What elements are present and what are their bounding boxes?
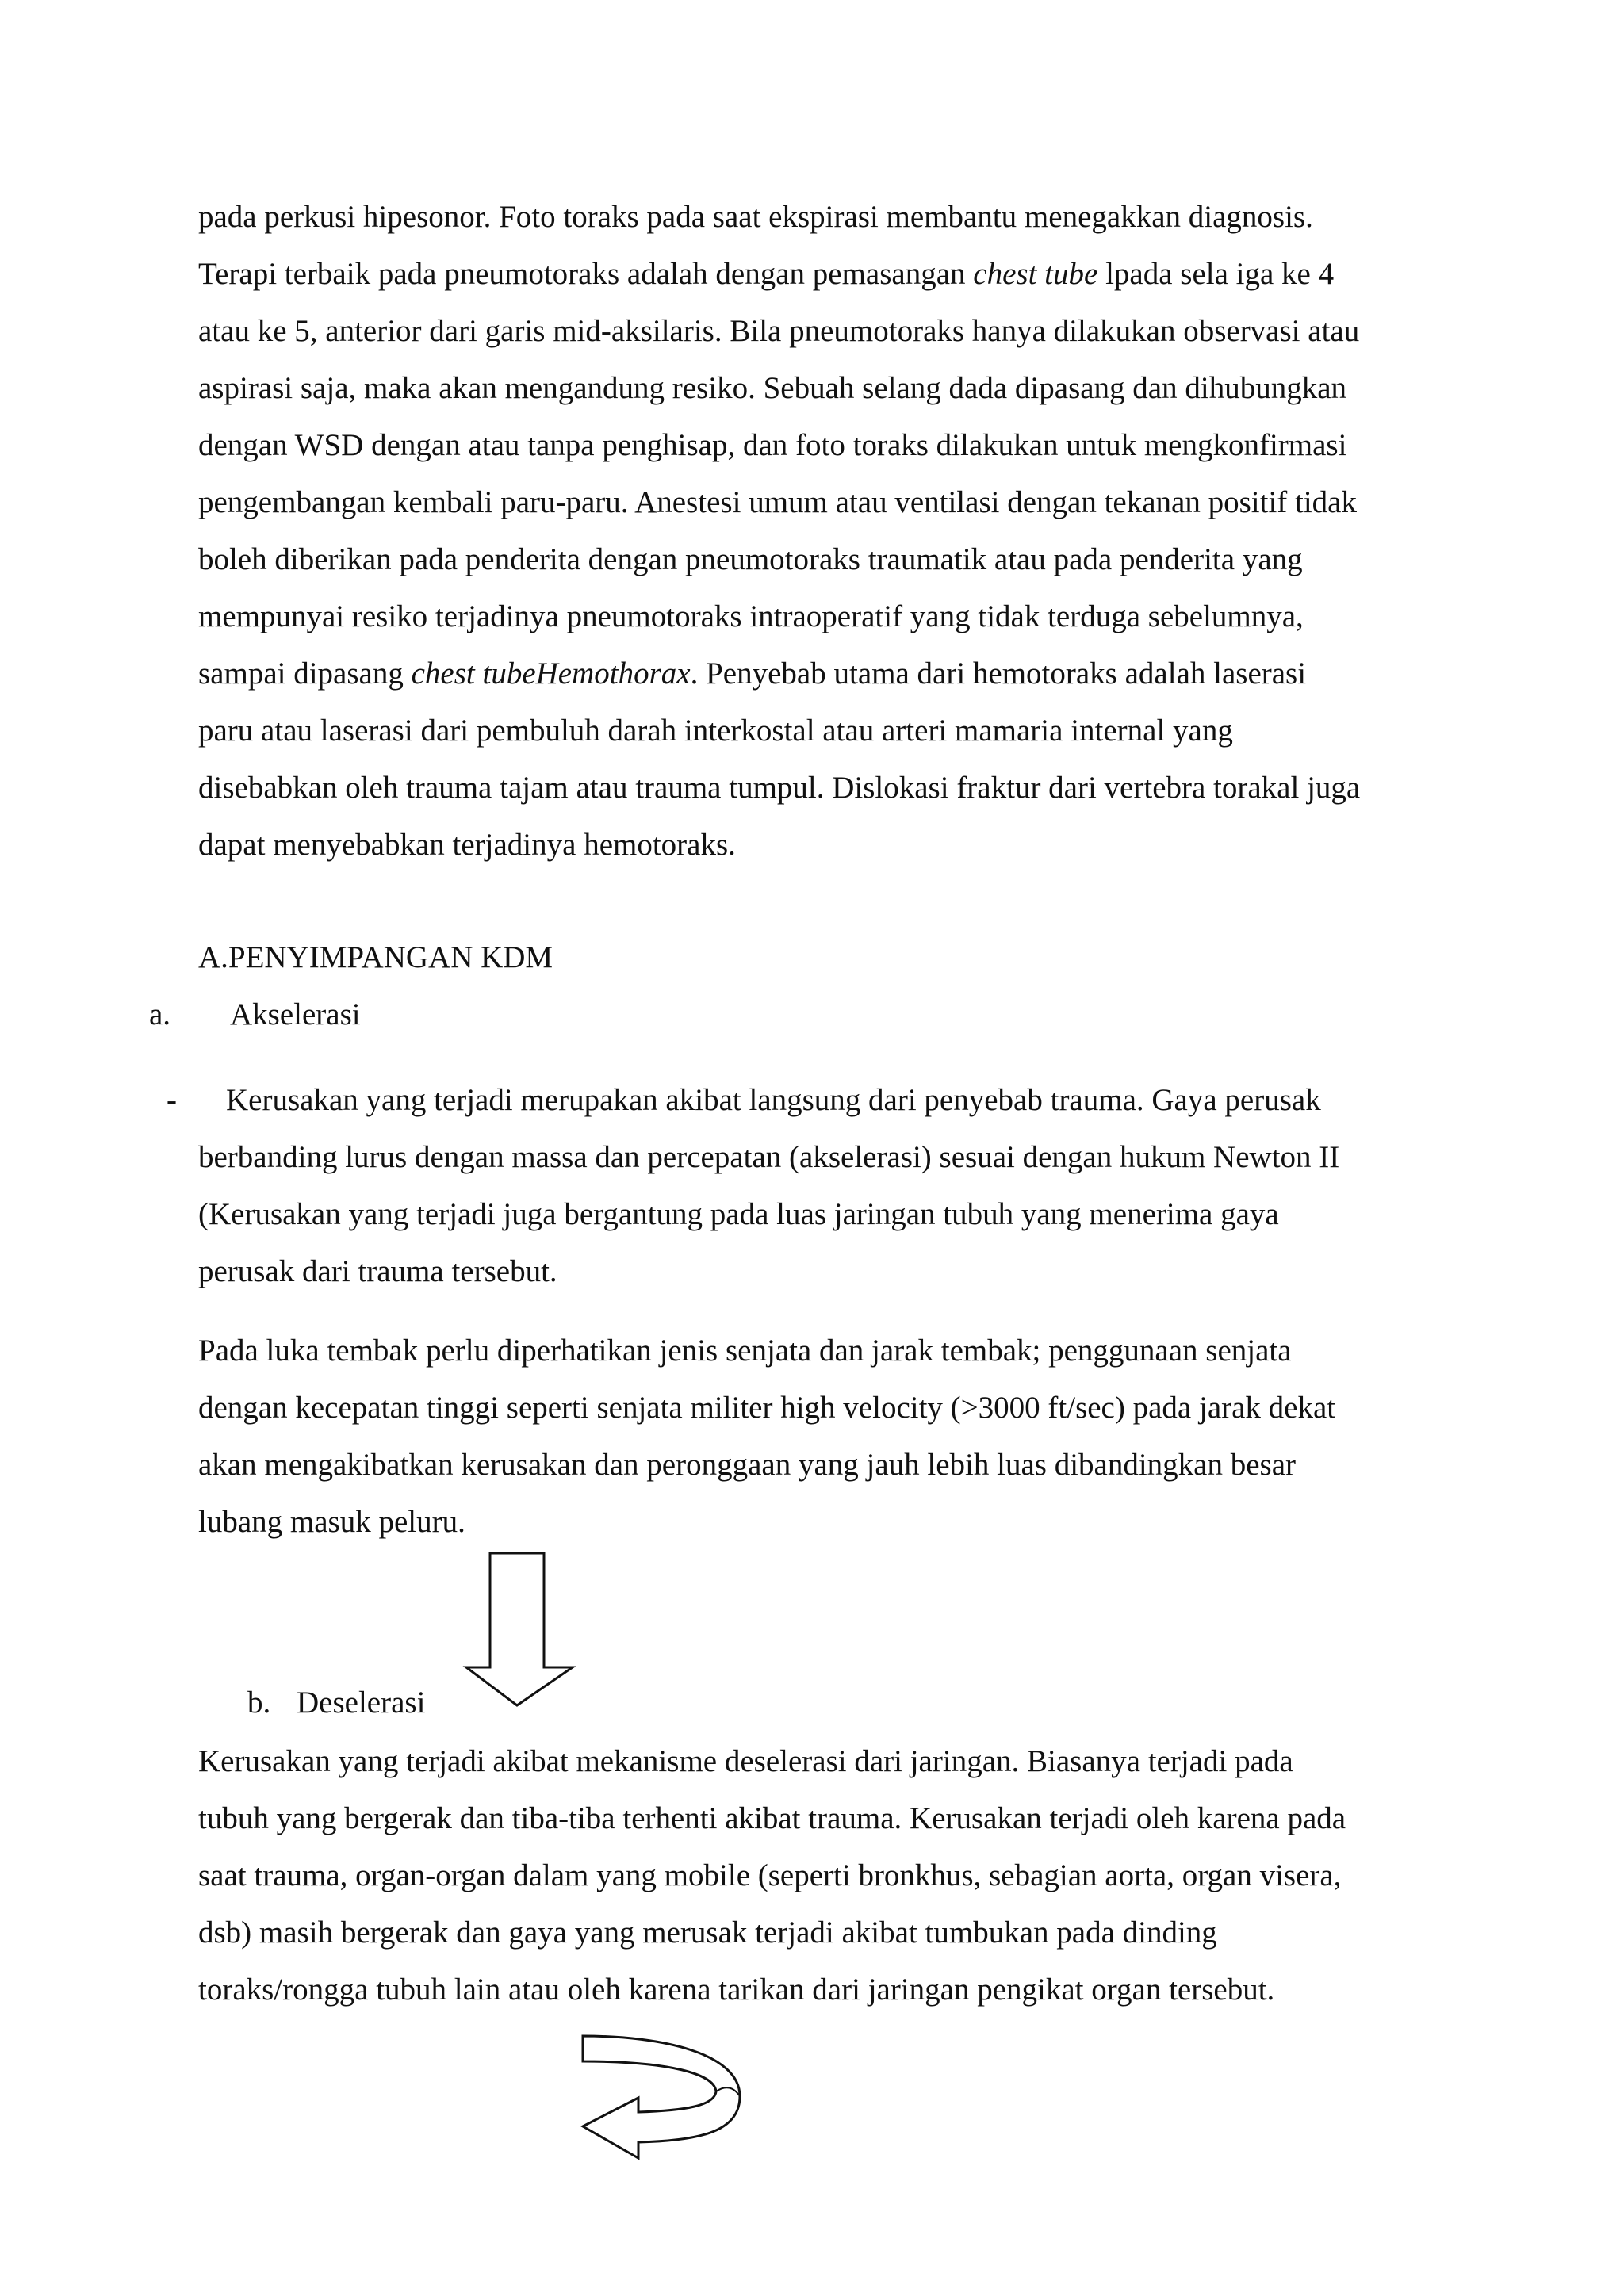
paragraph-line: pengembangan kembali paru-paru. Anestesi umum atau ventilasi dengan tekanan positif tidak bbox=[198, 485, 1357, 519]
item-label-akselerasi: Akselerasi bbox=[230, 997, 361, 1031]
text-run: . Penyebab utama dari hemotoraks adalah laserasi bbox=[690, 656, 1307, 691]
bullet-line: Kerusakan yang terjadi merupakan akibat langsung dari penyebab trauma. Gaya perusak bbox=[226, 1083, 1321, 1117]
list-marker-a: a. bbox=[149, 997, 171, 1031]
italic-term: chest tubeHemothorax bbox=[411, 656, 691, 691]
section-heading: A.PENYIMPANGAN KDM bbox=[198, 940, 553, 974]
list-marker-b: b. bbox=[247, 1686, 271, 1720]
decel-line: tubuh yang bergerak dan tiba-tiba terhenti akibat trauma. Kerusakan terjadi oleh karena pada bbox=[198, 1801, 1346, 1835]
bullet-dash: - bbox=[167, 1083, 177, 1117]
paragraph-line: mempunyai resiko terjadinya pneumotoraks intraoperatif yang tidak terduga sebelumnya, bbox=[198, 599, 1304, 633]
text-run: lpada sela iga ke 4 bbox=[1097, 257, 1335, 291]
paragraph-line: paru atau laserasi dari pembuluh darah interkostal atau arteri mamaria internal yang bbox=[198, 714, 1233, 748]
gunshot-line: lubang masuk peluru. bbox=[198, 1505, 465, 1539]
italic-term: chest tube bbox=[973, 257, 1098, 291]
decel-line: Kerusakan yang terjadi akibat mekanisme deselerasi dari jaringan. Biasanya terjadi pada bbox=[198, 1744, 1293, 1778]
paragraph-line: disebabkan oleh trauma tajam atau trauma tumpul. Dislokasi fraktur dari vertebra torakal juga bbox=[198, 771, 1361, 805]
decel-line: dsb) masih bergerak dan gaya yang merusak terjadi akibat tumbukan pada dinding bbox=[198, 1915, 1217, 1950]
paragraph-line: dengan WSD dengan atau tanpa penghisap, dan foto toraks dilakukan untuk mengkonfirmasi bbox=[198, 428, 1347, 462]
bullet-line: perusak dari trauma tersebut. bbox=[198, 1254, 557, 1288]
gunshot-line: akan mengakibatkan kerusakan dan peronggaan yang jauh lebih luas dibandingkan besar bbox=[198, 1448, 1297, 1482]
curved-arrow-icon bbox=[575, 2030, 749, 2168]
gunshot-line: dengan kecepatan tinggi seperti senjata militer high velocity (>3000 ft/sec) pada jarak dekat bbox=[198, 1391, 1336, 1425]
paragraph-line bbox=[198, 258, 1334, 289]
text-run: sampai dipasang bbox=[198, 656, 412, 691]
item-label-deselerasi: Deselerasi bbox=[297, 1686, 426, 1720]
bullet-line: (Kerusakan yang terjadi juga bergantung pada luas jaringan tubuh yang menerima gaya bbox=[198, 1197, 1279, 1231]
decel-line: toraks/rongga tubuh lain atau oleh karena tarikan dari jaringan pengikat organ tersebut. bbox=[198, 1973, 1275, 2007]
text-run: Terapi terbaik pada pneumotoraks adalah dengan pemasangan bbox=[198, 257, 974, 291]
paragraph-line bbox=[198, 658, 1306, 689]
down-arrow-icon bbox=[460, 1550, 579, 1709]
paragraph-line: atau ke 5, anterior dari garis mid-aksilaris. Bila pneumotoraks hanya dilakukan observasi atau bbox=[198, 314, 1360, 348]
decel-line: saat trauma, organ-organ dalam yang mobile (seperti bronkhus, sebagian aorta, organ visera, bbox=[198, 1858, 1342, 1892]
bullet-line: berbanding lurus dengan massa dan percepatan (akselerasi) sesuai dengan hukum Newton II bbox=[198, 1140, 1340, 1174]
paragraph-line: dapat menyebabkan terjadinya hemotoraks. bbox=[198, 828, 736, 862]
paragraph-line: boleh diberikan pada penderita dengan pneumotoraks traumatik atau pada penderita yang bbox=[198, 542, 1303, 576]
paragraph-line: aspirasi saja, maka akan mengandung resiko. Sebuah selang dada dipasang dan dihubungkan bbox=[198, 371, 1347, 405]
gunshot-line: Pada luka tembak perlu diperhatikan jenis senjata dan jarak tembak; penggunaan senjata bbox=[198, 1334, 1292, 1368]
paragraph-line: pada perkusi hipesonor. Foto toraks pada saat ekspirasi membantu menegakkan diagnosis. bbox=[198, 200, 1313, 234]
